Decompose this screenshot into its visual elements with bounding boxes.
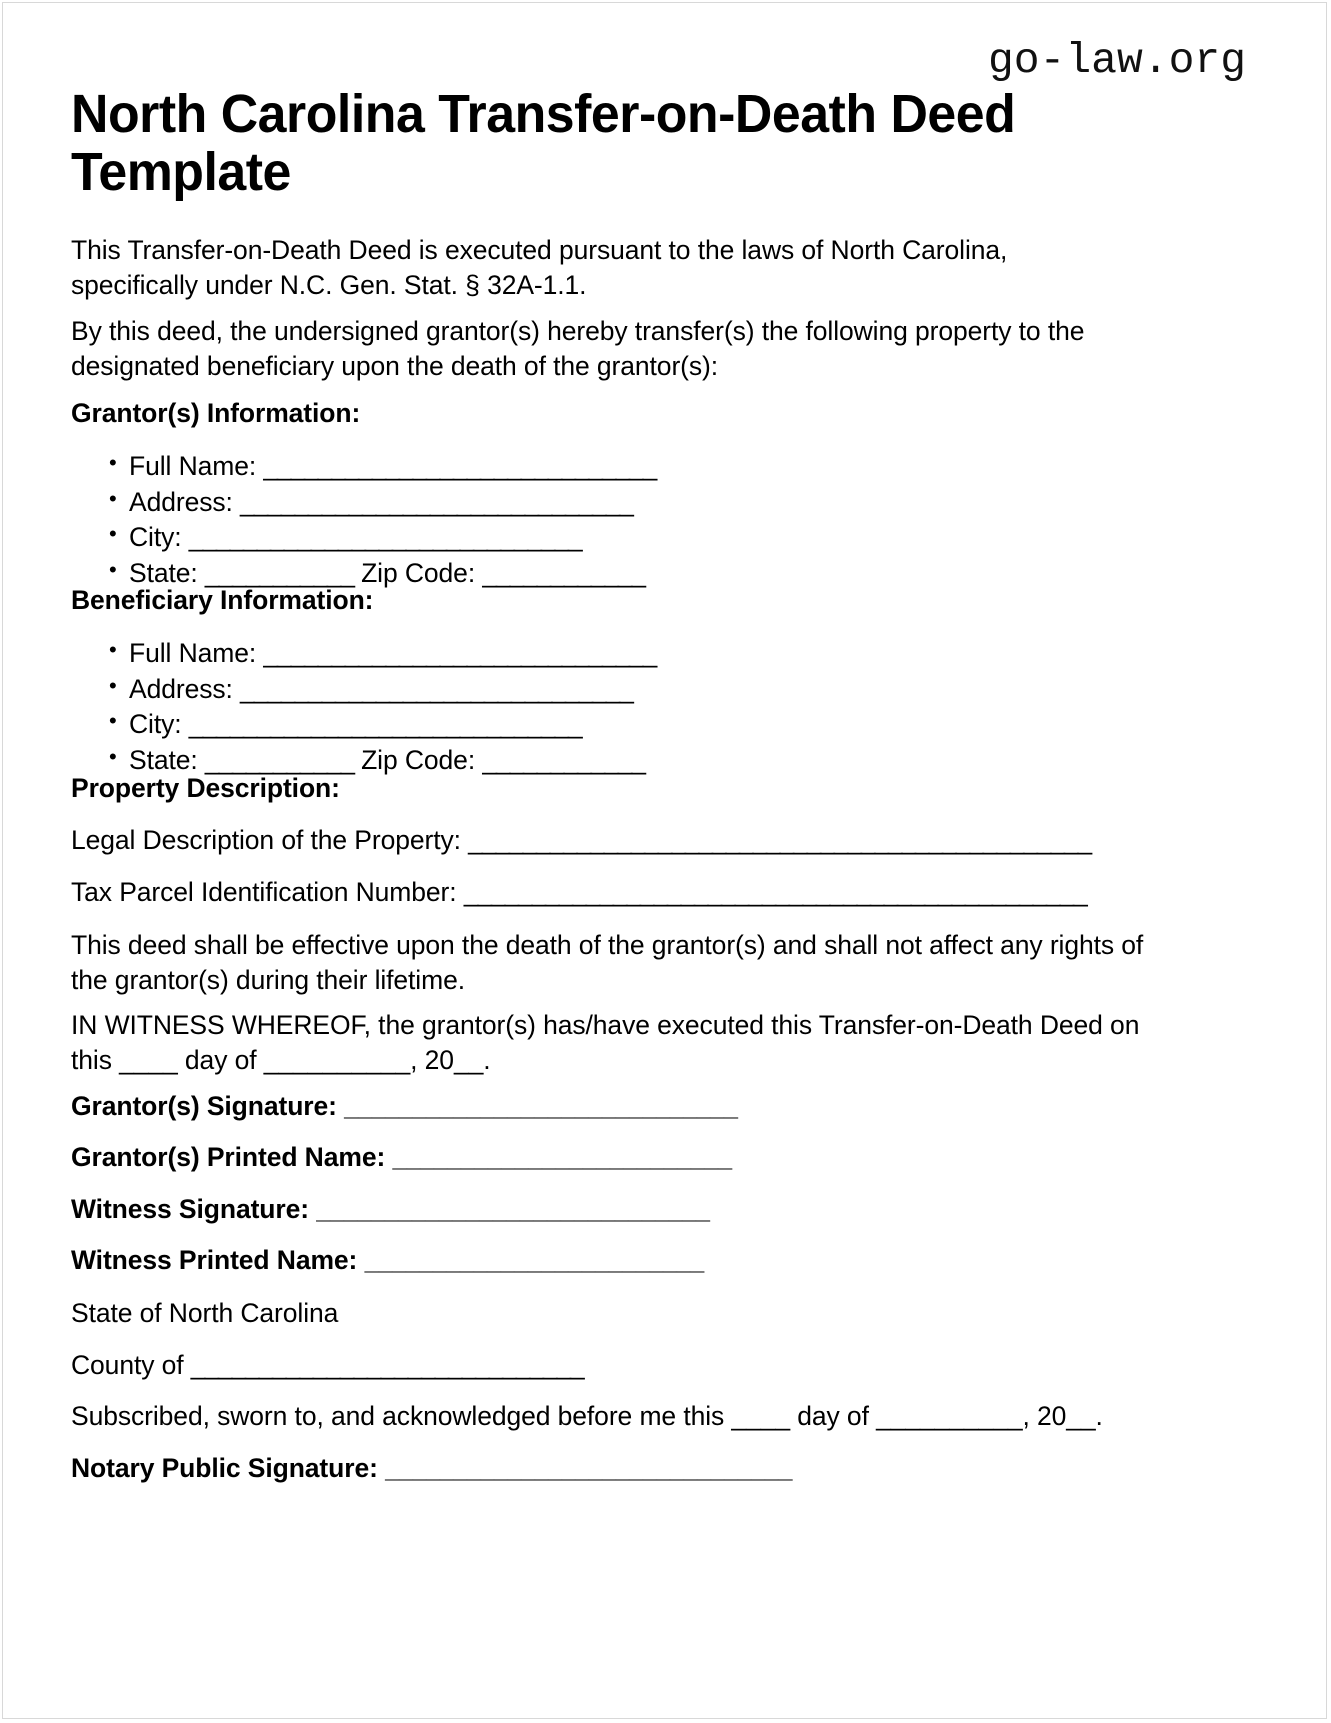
field-blank[interactable]: _____________________________ [263,638,656,668]
county-label: County of [71,1350,184,1380]
tax-parcel-label: Tax Parcel Identification Number: [71,877,457,907]
county-blank[interactable]: _____________________________ [190,1350,584,1380]
grantor-fields-list [71,449,971,591]
beneficiary-field-city [71,707,971,743]
field-blank[interactable]: _____________________________ [240,673,633,704]
intro-paragraph-1: This Transfer-on-Death Deed is executed pursuant to the laws of North Carolina, specifically under N.C. Gen. Stat. § 32A-1.1. [71,235,1008,301]
field-label-state: State: [129,557,198,588]
field-blank[interactable]: _____________________________ [188,709,582,739]
tax-parcel-blank[interactable]: ______________________________________________ [463,877,1087,907]
field-blank[interactable]: _____________________________ [188,522,582,552]
notary-signature-blank[interactable]: ______________________________ [385,1453,792,1483]
document-page [2,2,1327,1719]
field-label-zip: Zip Code: [361,557,476,588]
grantor-printed-name-row [71,1140,731,1176]
property-section-heading: Property Description: [71,773,340,803]
field-label: Full Name: [129,451,257,481]
field-label-zip: Zip Code: [361,744,476,775]
field-label-state: State: [129,744,198,775]
field-blank-state[interactable]: ___________ [204,557,354,588]
witness-paragraph: IN WITNESS WHEREOF, the grantor(s) has/have executed this Transfer-on-Death Deed on this ____ day of __________, 20__. [71,1010,1140,1076]
field-label: Address: [129,673,233,704]
grantor-printed-name-label: Grantor(s) Printed Name: [71,1142,386,1172]
witness-printed-name-blank[interactable]: _________________________ [364,1245,704,1275]
grantor-printed-name-blank[interactable]: _________________________ [392,1142,731,1172]
field-label: City: [129,522,182,552]
beneficiary-section-heading: Beneficiary Information: [71,585,374,615]
notary-signature-label: Notary Public Signature: [71,1453,378,1483]
grantor-signature-blank[interactable]: _____________________________ [344,1091,737,1121]
page-title-wrapper [71,86,1161,202]
witness-printed-name-label: Witness Printed Name: [71,1245,358,1275]
field-label: Address: [129,486,233,517]
county-row [71,1348,583,1384]
field-blank[interactable]: _____________________________ [263,451,656,481]
witness-signature-row [71,1192,709,1228]
witness-signature-label: Witness Signature: [71,1194,309,1224]
field-blank-zip[interactable]: ____________ [482,557,645,588]
intro-paragraph-2: By this deed, the undersigned grantor(s) hereby transfer(s) the following property to the designated beneficiary upon the death of the grantor(s): [71,316,1085,382]
grantor-field-full-name [71,449,971,485]
effective-paragraph: This deed shall be effective upon the death of the grantor(s) and shall not affect any rights of the grantor(s) during their lifetime. [71,930,1144,996]
grantor-section-heading: Grantor(s) Information: [71,398,361,428]
field-blank[interactable]: _____________________________ [240,486,633,517]
beneficiary-field-full-name [71,636,971,672]
grantor-field-address [71,485,971,521]
subscribed-line: Subscribed, sworn to, and acknowledged before me this ____ day of __________, 20__. [71,1401,1103,1431]
grantor-signature-label: Grantor(s) Signature: [71,1091,337,1121]
field-blank-zip[interactable]: ____________ [482,744,645,775]
field-label: City: [129,709,182,739]
field-label: Full Name: [129,638,257,668]
tax-parcel-row [71,875,1087,911]
page-title: North Carolina Transfer-on-Death Deed Template [71,84,1016,202]
grantor-field-city [71,520,971,556]
notary-signature-row [71,1451,791,1487]
field-blank-state[interactable]: ___________ [204,744,354,775]
site-watermark: go-law.org [987,36,1246,85]
legal-description-row [71,823,1091,859]
legal-description-label: Legal Description of the Property: [71,825,461,855]
witness-printed-name-row [71,1243,703,1279]
beneficiary-fields-list [71,636,971,778]
grantor-signature-row [71,1089,737,1125]
legal-description-blank[interactable]: ______________________________________________ [468,825,1091,855]
witness-signature-blank[interactable]: _____________________________ [316,1194,709,1224]
state-line: State of North Carolina [71,1298,339,1328]
beneficiary-field-address [71,672,971,708]
